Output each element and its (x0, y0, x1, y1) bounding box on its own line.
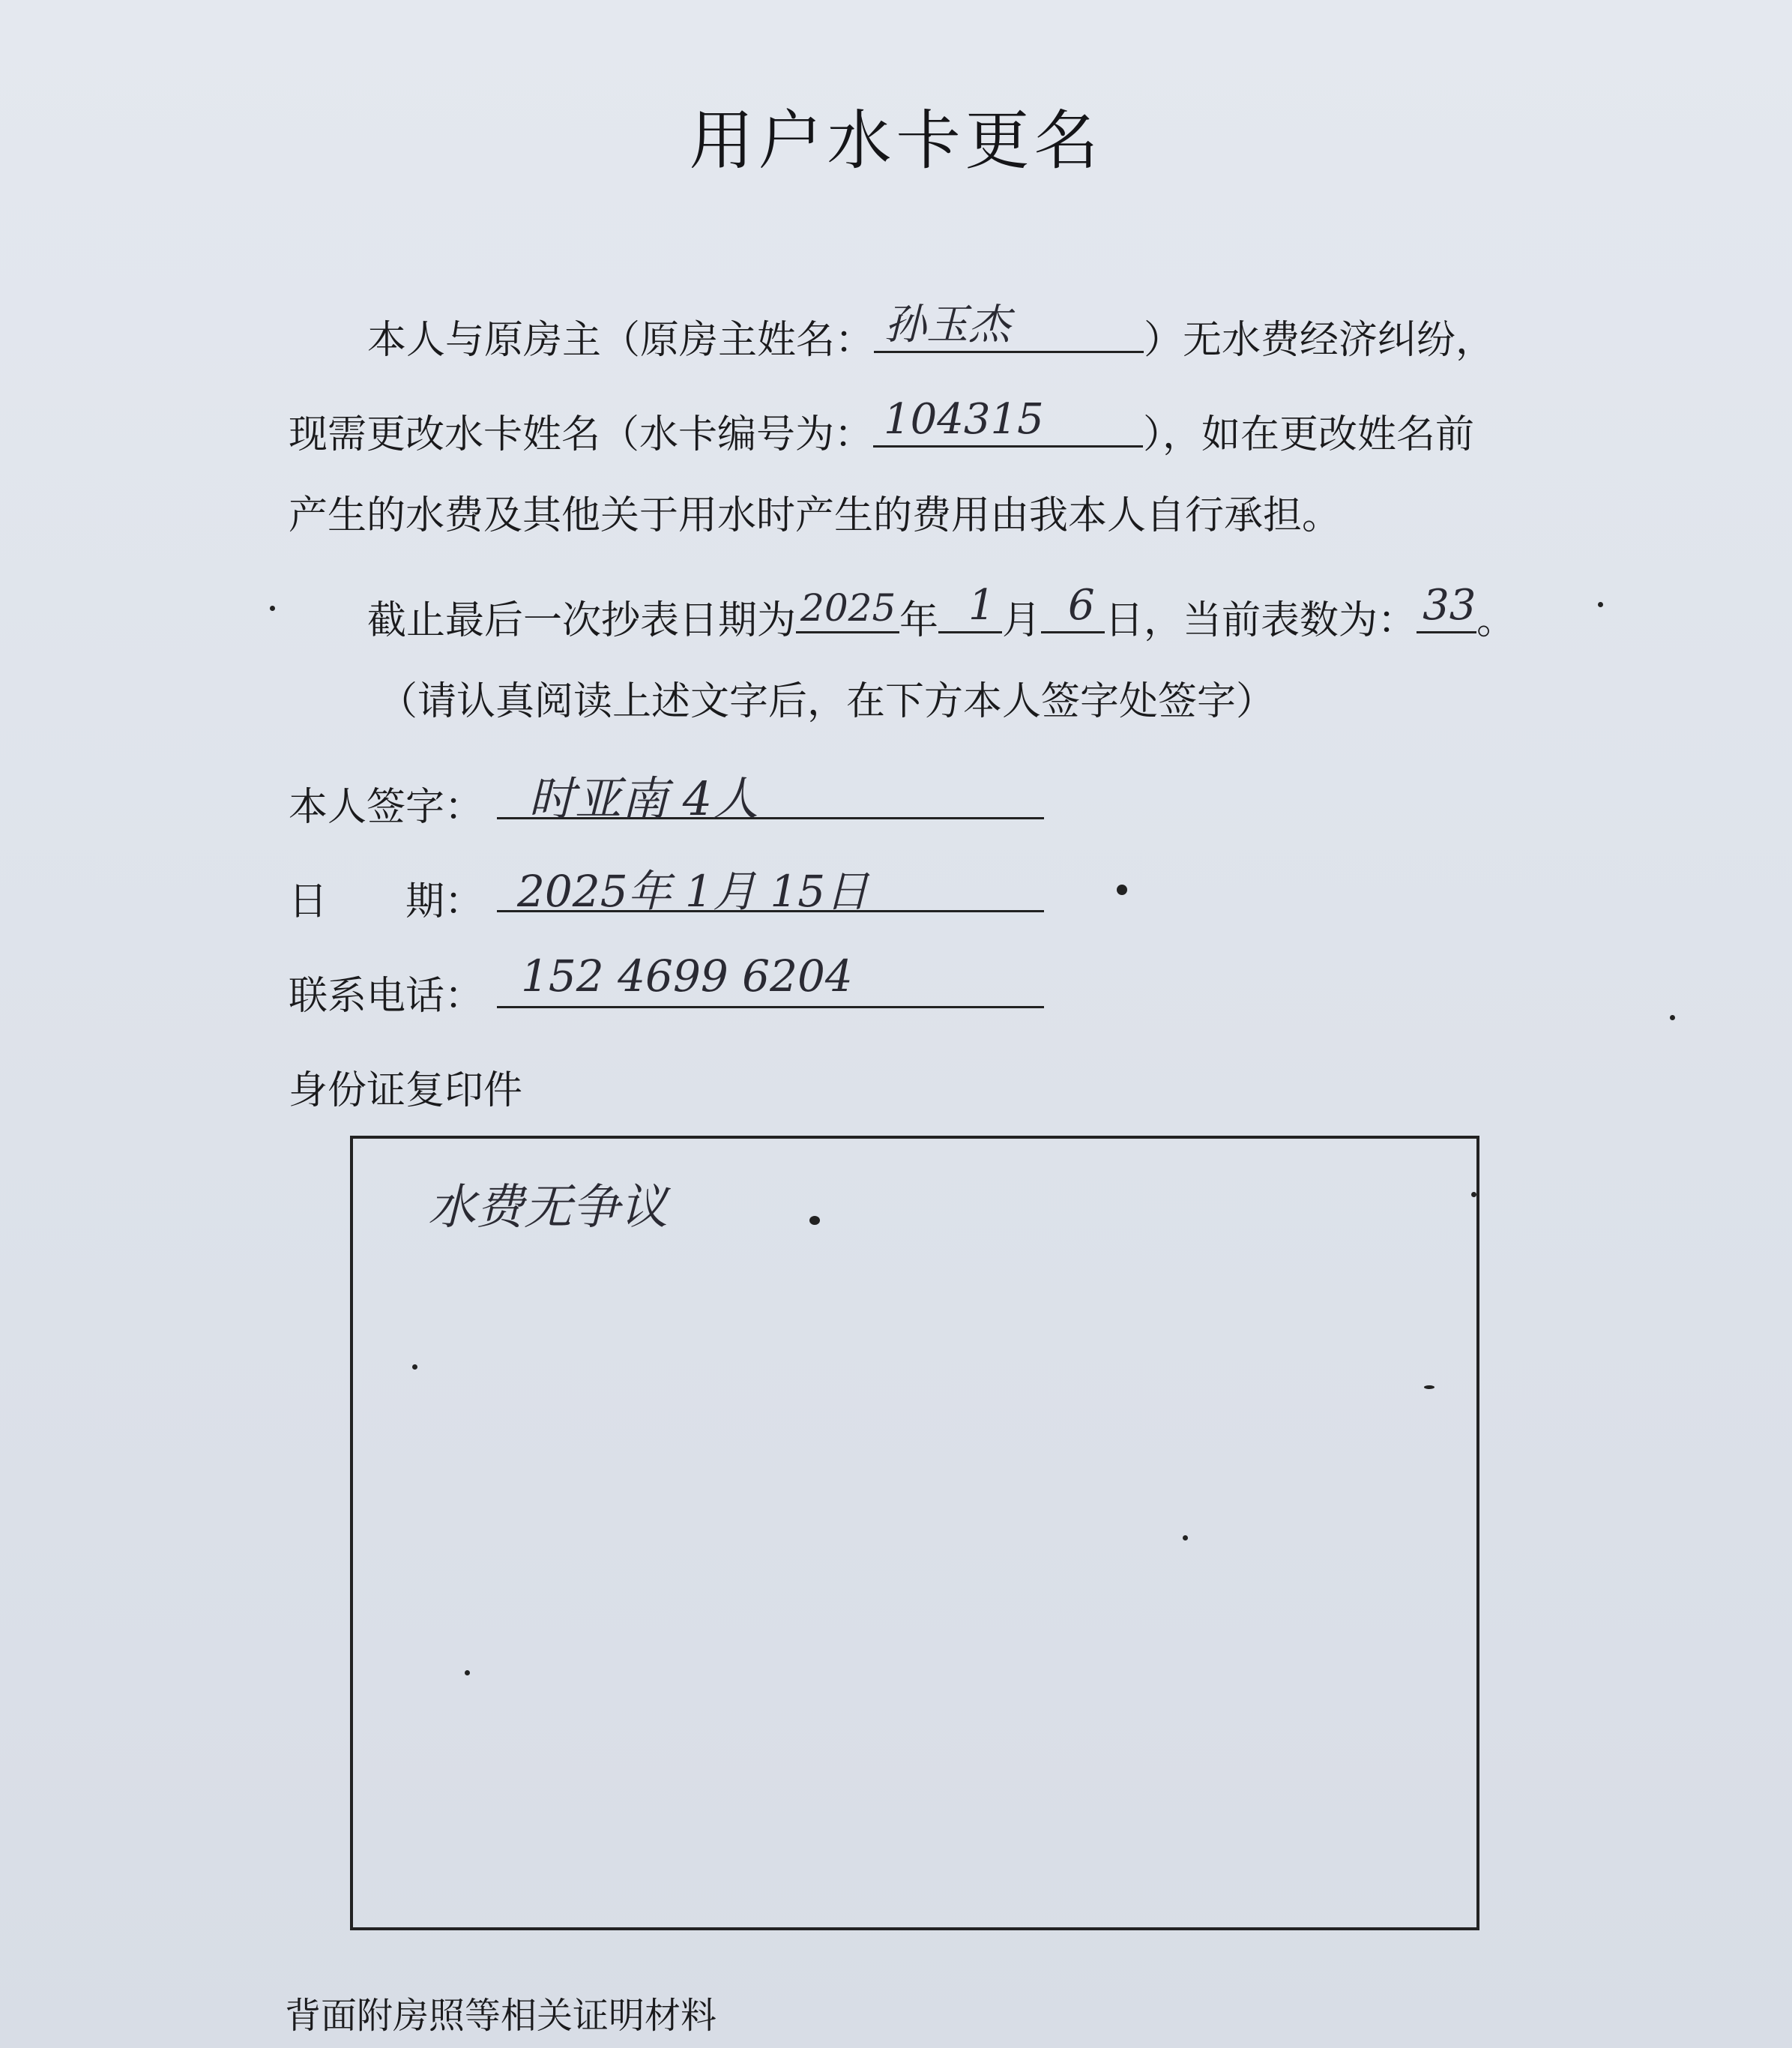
reading-year-unit: 年 (899, 598, 939, 643)
scan-speck (1117, 885, 1127, 895)
meter-reading-line (367, 581, 1516, 643)
id-box-handwritten-note: 水费无争议 (428, 1180, 668, 1235)
card-number-prefix: 现需更改水卡姓名（水卡编号为： (289, 412, 874, 457)
paragraph-line-1 (367, 301, 1495, 363)
signature-handwritten: 时亚南 4人 (528, 771, 759, 826)
reading-day-unit: 日，当前表数为： (1105, 598, 1417, 643)
paragraph-line-3: 产生的水费及其他关于用水时产生的费用由我本人自行承担。 (289, 493, 1342, 538)
document-title: 用户水卡更名 (689, 103, 1103, 178)
owner-name-handwritten: 孙玉杰 (884, 301, 1011, 349)
card-number-blank (873, 395, 1143, 448)
meter-value-blank (1417, 581, 1476, 633)
id-copy-box (350, 1136, 1479, 1930)
card-number-suffix: ），如在更改姓名前 (1143, 412, 1475, 457)
reading-month-blank (938, 581, 1002, 633)
reading-month-handwritten: 1 (968, 581, 995, 630)
phone-line (497, 1006, 1044, 1008)
scan-speck (412, 1364, 417, 1370)
footer-note: 背面附房照等相关证明材料 (285, 1995, 717, 2037)
reading-day-blank (1041, 581, 1105, 633)
phone-label: 联系电话： (289, 974, 484, 1019)
reading-year-blank (796, 588, 899, 633)
paragraph-line-2 (289, 395, 1475, 457)
card-number-handwritten: 104315 (884, 395, 1044, 444)
date-handwritten: 2025年 1月 15日 (517, 866, 869, 917)
id-copy-label: 身份证复印件 (289, 1068, 523, 1113)
reading-prefix: 截止最后一次抄表日期为 (367, 598, 797, 643)
scan-speck (1424, 1385, 1434, 1389)
date-label: 日 期： (289, 879, 484, 924)
owner-name-prefix: 本人与原房主（原房主姓名： (367, 318, 875, 363)
scan-speck (1670, 1015, 1675, 1020)
reading-end: 。 (1476, 598, 1516, 643)
scan-speck (1598, 602, 1603, 607)
scan-speck (1471, 1192, 1476, 1197)
scan-speck (465, 1670, 470, 1675)
reading-month-unit: 月 (1002, 598, 1042, 643)
signing-instruction: （请认真阅读上述文字后，在下方本人签字处签字） (378, 679, 1276, 724)
scan-speck (270, 606, 275, 611)
scan-speck (1183, 1535, 1188, 1540)
owner-name-blank (874, 301, 1144, 353)
scan-speck (809, 1216, 820, 1225)
meter-value-handwritten: 33 (1423, 581, 1476, 630)
owner-name-suffix: ）无水费经济纠纷， (1144, 318, 1495, 363)
reading-year-handwritten: 2025 (800, 586, 896, 630)
reading-day-handwritten: 6 (1068, 581, 1095, 630)
signature-label: 本人签字： (289, 785, 484, 830)
phone-handwritten: 152 4699 6204 (521, 951, 853, 1002)
